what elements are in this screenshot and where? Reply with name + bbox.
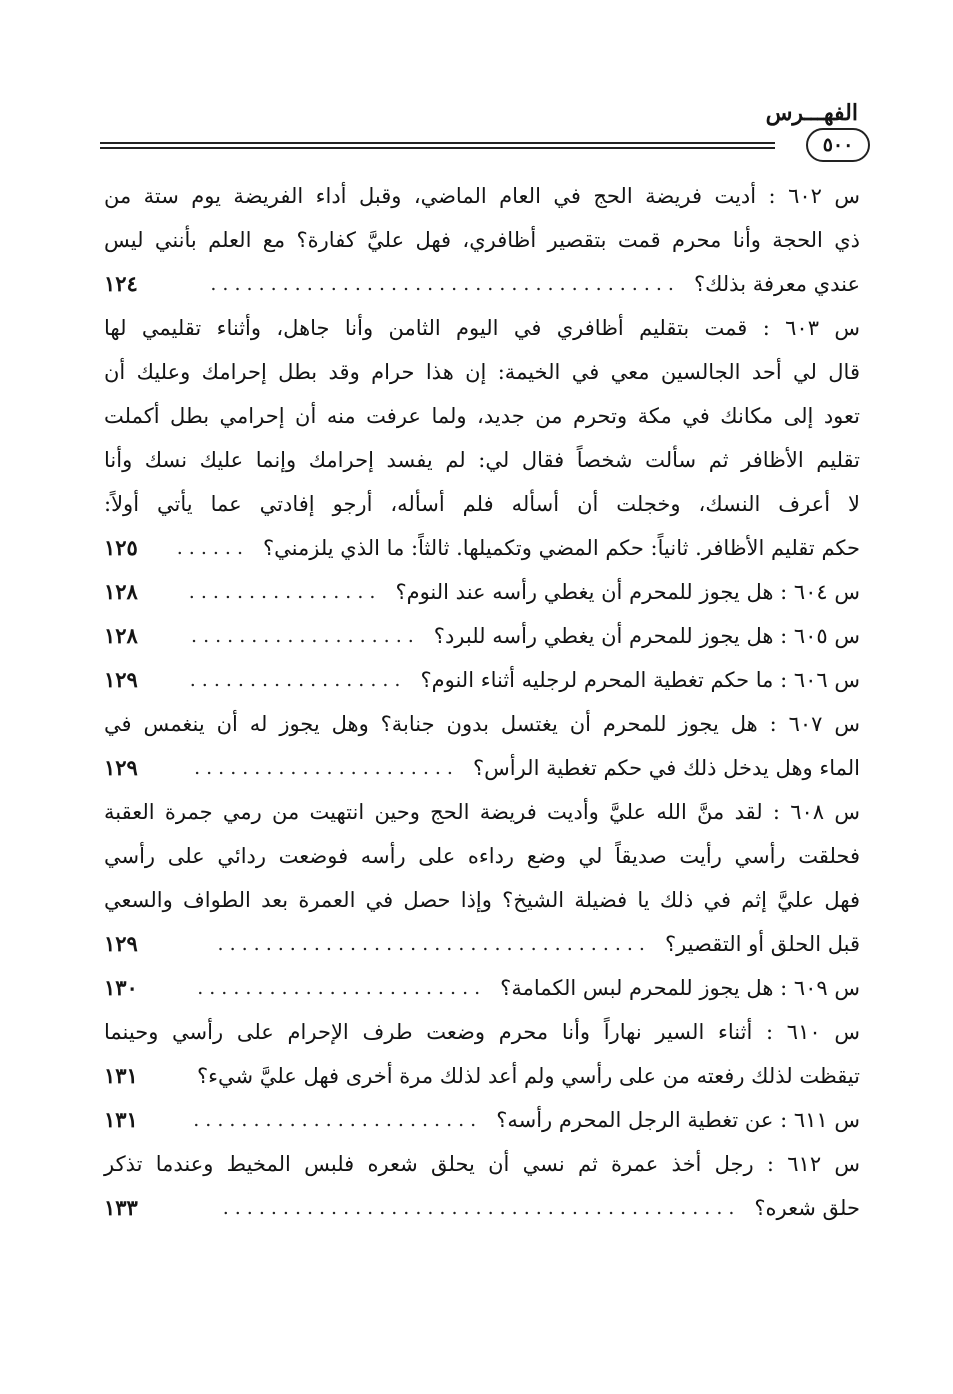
dot-leader: ....................................... bbox=[210, 273, 680, 295]
dot-leader: ........................................... bbox=[222, 1197, 741, 1219]
index-entry bbox=[104, 966, 860, 1010]
entry-text: س ٦٠٤ : هل يجوز للمحرم أن يغطي رأسه عند النوم؟ bbox=[395, 580, 860, 604]
entry-text: تقليم الأظافر ثم سألت شخصاً فقال لي: لم يفسد إحرامك وإنما عليك نسك وأنا bbox=[104, 448, 860, 472]
dot-leader: .................................... bbox=[217, 933, 651, 955]
entry-text: س ٦٠٦ : ما حكم تغطية المحرم لرجليه أثناء النوم؟ bbox=[420, 668, 860, 692]
dot-leader: ........................ bbox=[193, 1109, 483, 1131]
page-header bbox=[100, 98, 870, 158]
entry-line bbox=[104, 394, 860, 438]
entry-page-number: ١٢٩ bbox=[104, 667, 138, 692]
entry-line bbox=[104, 526, 860, 570]
index-entry bbox=[104, 1098, 860, 1142]
entry-page-number: ١٣٣ bbox=[104, 1195, 138, 1220]
entry-text: تعود إلى مكانك في مكة وتحرم من جديد، ولما عرفت منه أن إحرامي بطل أكملت bbox=[104, 404, 860, 428]
entry-line bbox=[104, 658, 860, 702]
entry-line bbox=[104, 614, 860, 658]
entry-text: الماء وهل يدخل ذلك في حكم تغطية الرأس؟ bbox=[472, 756, 860, 780]
entry-line bbox=[104, 1186, 860, 1230]
entry-line bbox=[104, 878, 860, 922]
entry-line bbox=[104, 482, 860, 526]
index-entry bbox=[104, 658, 860, 702]
entry-text: س ٦٠٣ : قمت بتقليم أظافري في اليوم الثامن وأنا جاهل، وأثناء تقليمي لها bbox=[104, 316, 860, 340]
entry-page-number: ١٢٥ bbox=[104, 535, 138, 560]
entry-line bbox=[104, 306, 860, 350]
entry-line bbox=[104, 1098, 860, 1142]
dot-leader: ...................... bbox=[194, 757, 459, 779]
index-entry bbox=[104, 702, 860, 790]
header-rule bbox=[100, 142, 775, 144]
entry-line bbox=[104, 438, 860, 482]
entry-line bbox=[104, 834, 860, 878]
entry-text: س ٦١١ : عن تغطية الرجل المحرم رأسه؟ bbox=[496, 1108, 860, 1132]
dot-leader: ................... bbox=[191, 625, 420, 647]
entry-text: س ٦١٢ : رجل أخذ عمرة ثم نسي أن يحلق شعره فلبس المخيط وعندما تذكر bbox=[104, 1152, 860, 1176]
index-entry bbox=[104, 306, 860, 570]
entry-line bbox=[104, 350, 860, 394]
entry-page-number: ١٢٤ bbox=[104, 271, 138, 296]
index-entry bbox=[104, 1010, 860, 1098]
entry-text: تيقظت لذلك رفعته من على رأسي ولم أعد لذلك مرة أخرى فهل عليَّ شيء؟ bbox=[197, 1064, 860, 1088]
entry-text: س ٦٠٩ : هل يجوز للمحرم لبس الكمامة؟ bbox=[500, 976, 860, 1000]
entry-page-number: ١٣٠ bbox=[104, 975, 138, 1000]
entry-text: س ٦٠٢ : أديت فريضة الحج في العام الماضي، وقبل أداء الفريضة يوم ستة من bbox=[104, 184, 860, 208]
entry-line bbox=[104, 570, 860, 614]
entry-line bbox=[104, 702, 860, 746]
entry-page-number: ١٣١ bbox=[104, 1107, 138, 1132]
entry-line bbox=[104, 262, 860, 306]
entry-page-number: ١٣١ bbox=[104, 1063, 138, 1088]
entry-line bbox=[104, 218, 860, 262]
dot-leader: ................ bbox=[188, 581, 382, 603]
index-entry bbox=[104, 570, 860, 614]
entry-page-number: ١٢٩ bbox=[104, 931, 138, 956]
entry-text: س ٦٠٧ : هل يجوز للمحرم أن يغتسل بدون جنابة؟ وهل يجوز له أن ينغمس في bbox=[104, 712, 860, 736]
entry-page-number: ١٢٨ bbox=[104, 623, 138, 648]
dot-leader: .................. bbox=[189, 669, 407, 691]
entry-text: لا أعرف النسك، وخجلت أن أسأله فلم أسأله، أرجو إفادتي عما يأتي أولاً: bbox=[104, 492, 860, 516]
entry-text: عندي معرفة بذلك؟ bbox=[693, 272, 860, 296]
entry-text: قال لي أحد الجالسين معي في الخيمة: إن هذا حرام وقد بطل إحرامك وعليك أن bbox=[104, 360, 860, 384]
index-entry bbox=[104, 614, 860, 658]
header-rule bbox=[100, 147, 775, 149]
entry-text: س ٦٠٨ : لقد منَّ الله عليَّ وأديت فريضة الحج وحين انتهيت من رمي جمرة العقبة bbox=[104, 800, 860, 824]
entry-text: فحلقت رأسي رأيت صديقاً لي وضع رداءه على رأسه فوضعت ردائي على رأسي bbox=[104, 844, 860, 868]
index-entries bbox=[104, 174, 860, 1230]
entry-line bbox=[104, 790, 860, 834]
entry-text: س ٦١٠ : أثناء السير نهاراً وأنا محرم وضعت طرف الإحرام على رأسي وحينما bbox=[104, 1020, 860, 1044]
entry-page-number: ١٢٨ bbox=[104, 579, 138, 604]
entry-line bbox=[104, 1010, 860, 1054]
entry-text: ذي الحجة وأنا محرم قمت بتقصير أظافري، فهل عليَّ كفارة؟ مع العلم بأنني ليس bbox=[104, 228, 860, 252]
entry-line bbox=[104, 174, 860, 218]
index-entry bbox=[104, 1142, 860, 1230]
page-number-badge: ٥٠٠ bbox=[806, 128, 870, 162]
dot-leader: ...... bbox=[176, 537, 250, 559]
entry-line bbox=[104, 746, 860, 790]
entry-line bbox=[104, 1142, 860, 1186]
entry-text: حكم تقليم الأظافر. ثانياً: حكم المضي وتكميلها. ثالثاً: ما الذي يلزمني؟ bbox=[263, 536, 860, 560]
entry-text: فهل عليَّ إثم في ذلك يا فضيلة الشيخ؟ وإذا حصل في العمرة بعد الطواف والسعي bbox=[104, 888, 860, 912]
entry-page-number: ١٢٩ bbox=[104, 755, 138, 780]
entry-text: حلق شعره؟ bbox=[754, 1196, 860, 1220]
entry-line bbox=[104, 966, 860, 1010]
index-entry bbox=[104, 174, 860, 306]
dot-leader: ........................ bbox=[197, 977, 487, 999]
index-entry bbox=[104, 790, 860, 966]
running-title: الفهـــرس bbox=[765, 100, 858, 126]
entry-line bbox=[104, 1054, 860, 1098]
entry-line bbox=[104, 922, 860, 966]
entry-text: قبل الحلق أو التقصير؟ bbox=[664, 932, 860, 956]
entry-text: س ٦٠٥ : هل يجوز للمحرم أن يغطي رأسه للبرد؟ bbox=[433, 624, 860, 648]
